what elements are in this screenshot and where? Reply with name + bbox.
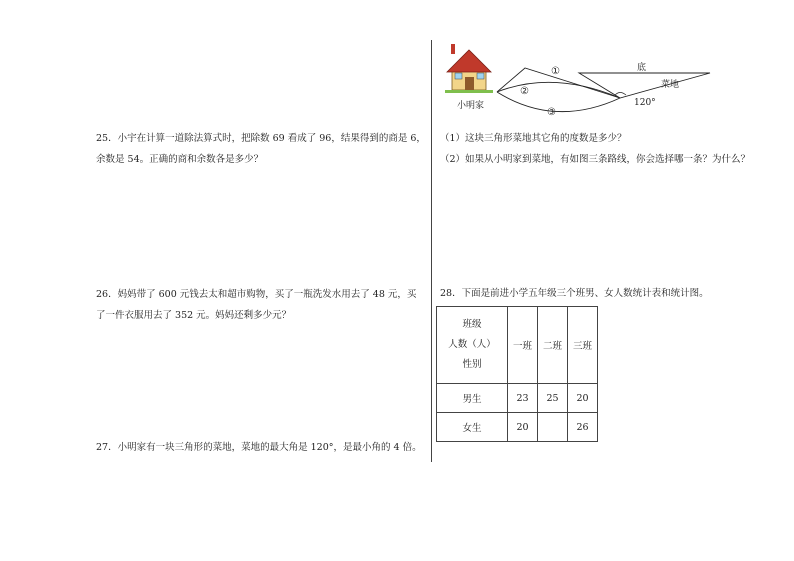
route-2-label: ② [520, 86, 529, 97]
boys-class-1: 23 [508, 384, 538, 413]
question-26-line-2: 了一件衣服用去了 352 元。妈妈还剩多少元？ [96, 310, 292, 321]
home-label: 小明家 [457, 101, 485, 111]
base-label: 底 [637, 63, 647, 73]
question-25-line-1: 25．小宇在计算一道除法算式时，把除数 69 看成了 96，结果得到的商是 6， [96, 133, 426, 144]
question-26-line-1: 26．妈妈带了 600 元钱去太和超市购物，买了一瓶洗发水用去了 48 元，买 [96, 289, 417, 300]
question-27-intro: 27．小明家有一块三角形的菜地，菜地的最大角是 120°，是最小角的 4 倍。 [96, 442, 422, 453]
table-row [437, 384, 598, 413]
class-header-3: 三班 [568, 307, 598, 384]
field-triangle [579, 73, 710, 98]
question-28-title: 28．下面是前进小学五年级三个班男、女人数统计表和统计图。 [440, 288, 709, 299]
question-25-line-2: 余数是 54。正确的商和余数各是多少？ [96, 154, 264, 165]
girls-class-3: 26 [568, 413, 598, 442]
class-header-2: 二班 [538, 307, 568, 384]
question-27-sub-2: （2）如果从小明家到菜地，有如图三条路线，你会选择哪一条？为什么？ [440, 154, 751, 165]
class-header-1: 一班 [508, 307, 538, 384]
route-3-line [497, 92, 620, 112]
stats-table [436, 306, 598, 442]
angle-arc [615, 93, 626, 96]
table-header-row [437, 307, 598, 384]
header-gender-label: 性别 [462, 359, 482, 370]
question-26 [96, 284, 416, 326]
girls-class-1: 20 [508, 413, 538, 442]
house-icon [445, 44, 493, 93]
column-divider [431, 40, 432, 462]
route-3-label: ③ [547, 107, 556, 118]
route-1-label: ① [551, 66, 560, 77]
route-diagram [443, 44, 723, 118]
header-class-label: 班级 [462, 319, 482, 330]
boys-class-3: 20 [568, 384, 598, 413]
question-25 [96, 128, 426, 170]
table-row [437, 413, 598, 442]
girls-class-2 [538, 413, 568, 442]
diagonal-header-cell [437, 307, 508, 384]
header-count-label: 人数（人） [448, 339, 496, 350]
angle-label: 120° [634, 98, 656, 108]
row-label-boys: 男生 [437, 384, 508, 413]
question-27-subquestions [440, 128, 750, 170]
boys-class-2: 25 [538, 384, 568, 413]
question-27-sub-1: （1）这块三角形菜地其它角的度数是多少？ [440, 133, 627, 144]
route-2-line [497, 82, 620, 98]
row-label-girls: 女生 [437, 413, 508, 442]
field-label: 菜地 [661, 80, 680, 90]
